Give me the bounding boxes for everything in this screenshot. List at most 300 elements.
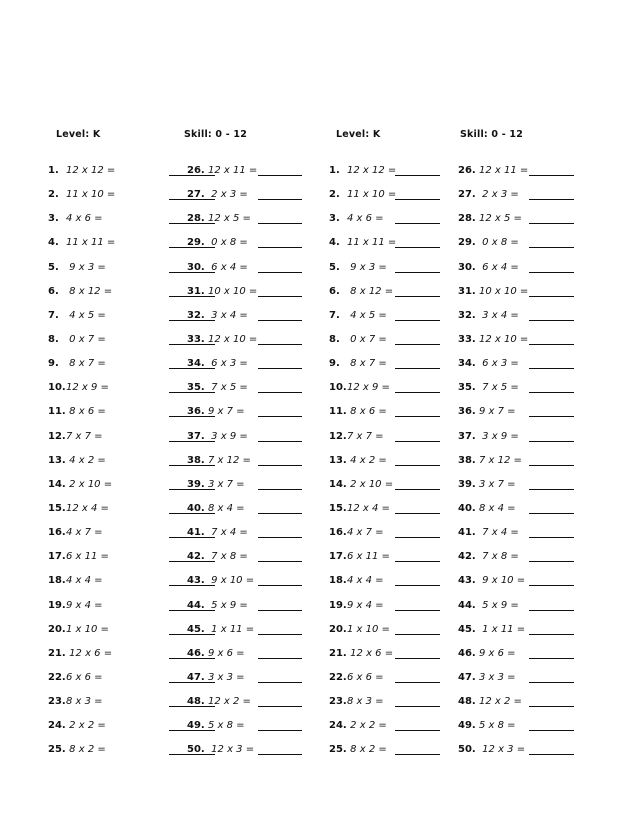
answer-line (258, 658, 302, 659)
problem-expression: 12 x 4 = (66, 502, 109, 514)
answer-line (529, 320, 574, 321)
problem-number: 30. (458, 261, 476, 273)
problem-number: 8. (329, 333, 340, 345)
problem-number: 18. (329, 575, 347, 587)
answer-line (395, 489, 440, 490)
answer-line (529, 682, 574, 683)
problem-expression: 10 x 10 = (208, 285, 258, 297)
answer-line (395, 730, 440, 731)
problem-number: 36. (187, 406, 205, 418)
answer-line (529, 706, 574, 707)
problem-row (187, 551, 257, 575)
answer-line (258, 441, 302, 442)
skill-label-2: Skill: 0 - 12 (460, 129, 524, 140)
problem-number: 6. (329, 285, 340, 297)
problem-row (329, 213, 396, 237)
problem-expression: 5 x 9 = (479, 599, 519, 611)
answer-line (258, 610, 302, 611)
problem-expression: 4 x 6 = (66, 213, 103, 225)
problem-row (48, 286, 115, 310)
answer-line (529, 489, 574, 490)
problem-row (48, 575, 115, 599)
problem-expression: 4 x 6 = (347, 213, 384, 225)
problem-expression: 9 x 4 = (347, 599, 384, 611)
problem-row (48, 382, 115, 406)
answer-line (529, 730, 574, 731)
answer-line (395, 537, 440, 538)
problem-row (329, 575, 396, 599)
answer-line (529, 610, 574, 611)
problem-number: 35. (458, 382, 476, 394)
problem-row (187, 310, 257, 334)
problem-expression: 7 x 8 = (479, 551, 519, 563)
problem-number: 26. (187, 165, 205, 176)
problem-expression: 0 x 7 = (66, 333, 106, 345)
answer-line (258, 247, 302, 248)
problem-expression: 12 x 9 = (66, 382, 109, 394)
problem-row (48, 503, 115, 527)
answer-line (529, 537, 574, 538)
problem-number: 44. (458, 599, 476, 611)
problem-row (48, 720, 115, 744)
problem-number: 23. (329, 696, 347, 708)
problem-number: 20. (329, 623, 347, 635)
problem-expression: 4 x 2 = (66, 454, 106, 466)
problem-number: 27. (187, 189, 205, 201)
problem-number: 49. (458, 720, 476, 732)
problem-row (48, 648, 115, 672)
answer-line (258, 537, 302, 538)
answer-line (529, 223, 574, 224)
problem-number: 15. (329, 502, 347, 514)
problem-number: 17. (48, 551, 66, 563)
problem-expression: 2 x 2 = (66, 720, 106, 732)
problem-row (329, 310, 396, 334)
answer-line (258, 754, 302, 755)
problem-number: 30. (187, 261, 205, 273)
problem-number: 42. (458, 551, 476, 563)
problem-number: 46. (187, 647, 205, 659)
answer-line (529, 754, 574, 755)
problem-row (187, 189, 257, 213)
problem-expression: 8 x 12 = (66, 285, 113, 297)
problem-row (48, 237, 115, 261)
problem-row (329, 406, 396, 430)
problem-row (187, 648, 257, 672)
problem-expression: 12 x 6 = (66, 647, 113, 659)
answer-line (258, 465, 302, 466)
problem-expression: 6 x 11 = (66, 551, 109, 563)
problem-row (458, 744, 528, 768)
answer-line (529, 513, 574, 514)
problem-row (329, 551, 396, 575)
problem-expression: 12 x 11 = (479, 165, 529, 176)
answer-line (395, 754, 440, 755)
answer-line (529, 199, 574, 200)
problem-expression: 9 x 6 = (208, 647, 245, 659)
problem-row (458, 213, 528, 237)
answer-line (258, 634, 302, 635)
answer-line (258, 416, 302, 417)
problem-number: 10. (329, 382, 347, 394)
answer-line (395, 682, 440, 683)
problem-expression: 3 x 4 = (208, 309, 248, 321)
answer-line (529, 272, 574, 273)
problem-row (458, 455, 528, 479)
answer-line (529, 658, 574, 659)
answer-line (529, 585, 574, 586)
problem-row (187, 358, 257, 382)
problem-number: 23. (48, 696, 66, 708)
problem-row (329, 696, 396, 720)
problem-expression: 12 x 4 = (347, 502, 390, 514)
problem-expression: 7 x 5 = (479, 382, 519, 394)
problem-expression: 12 x 9 = (347, 382, 390, 394)
answer-line (395, 199, 440, 200)
answer-line (529, 561, 574, 562)
problem-row (48, 624, 115, 648)
problem-number: 14. (329, 478, 347, 490)
problem-expression: 11 x 10 = (347, 189, 397, 201)
problem-row (48, 334, 115, 358)
problem-expression: 8 x 4 = (479, 502, 516, 514)
answer-line (395, 658, 440, 659)
problem-row (187, 286, 257, 310)
problem-expression: 11 x 11 = (66, 237, 116, 249)
problem-number: 31. (187, 285, 205, 297)
answer-line (258, 392, 302, 393)
problem-number: 43. (458, 575, 476, 587)
problem-row (187, 237, 257, 261)
problem-row (329, 720, 396, 744)
answer-line (529, 634, 574, 635)
problem-number: 4. (48, 237, 59, 249)
problem-number: 34. (187, 358, 205, 370)
problem-row (187, 672, 257, 696)
problem-number: 9. (329, 358, 340, 370)
problem-number: 42. (187, 551, 205, 563)
answer-line (529, 296, 574, 297)
problem-expression: 12 x 3 = (208, 744, 255, 756)
problem-row (329, 262, 396, 286)
problem-number: 31. (458, 285, 476, 297)
problem-row (458, 527, 528, 551)
problem-expression: 6 x 6 = (347, 671, 384, 683)
problem-expression: 2 x 10 = (347, 478, 394, 490)
problem-expression: 2 x 10 = (66, 478, 113, 490)
problem-expression: 12 x 5 = (208, 213, 251, 225)
problem-expression: 8 x 6 = (66, 406, 106, 418)
problem-expression: 7 x 7 = (66, 430, 103, 442)
problem-number: 22. (48, 671, 66, 683)
answer-line (395, 585, 440, 586)
problem-expression: 12 x 10 = (208, 333, 258, 345)
problem-expression: 4 x 4 = (347, 575, 384, 587)
problem-expression: 9 x 10 = (208, 575, 255, 587)
problem-expression: 9 x 6 = (479, 647, 516, 659)
problem-number: 27. (458, 189, 476, 201)
problem-expression: 2 x 2 = (347, 720, 387, 732)
problem-row (187, 334, 257, 358)
problem-expression: 8 x 7 = (66, 358, 106, 370)
answer-line (395, 513, 440, 514)
problem-number: 5. (329, 261, 340, 273)
answer-line (395, 344, 440, 345)
problem-expression: 3 x 7 = (479, 478, 516, 490)
problem-row (329, 600, 396, 624)
answer-line (395, 175, 440, 176)
problem-number: 16. (48, 527, 66, 539)
problem-row (329, 358, 396, 382)
problem-number: 7. (329, 309, 340, 321)
answer-line (395, 416, 440, 417)
problem-row (48, 696, 115, 720)
answer-line (258, 585, 302, 586)
problem-row (329, 648, 396, 672)
problem-row (187, 262, 257, 286)
problem-row (458, 382, 528, 406)
problem-number: 26. (458, 165, 476, 176)
problem-number: 3. (48, 213, 59, 225)
problem-row (458, 286, 528, 310)
problem-expression: 12 x 10 = (479, 333, 529, 345)
problem-number: 2. (329, 189, 340, 201)
problem-number: 48. (458, 696, 476, 708)
answer-line (529, 416, 574, 417)
problem-number: 40. (458, 502, 476, 514)
answer-line (258, 706, 302, 707)
problem-expression: 1 x 10 = (66, 623, 109, 635)
problem-number: 45. (187, 623, 205, 635)
problem-expression: 6 x 3 = (479, 358, 519, 370)
problem-number: 29. (458, 237, 476, 249)
problem-number: 4. (329, 237, 340, 249)
problem-row (187, 213, 257, 237)
problem-number: 12. (329, 430, 347, 442)
problem-row (48, 189, 115, 213)
problem-expression: 12 x 3 = (479, 744, 526, 756)
problem-number: 1. (329, 165, 340, 176)
problem-row (48, 551, 115, 575)
problem-expression: 5 x 8 = (208, 720, 245, 732)
problem-row (48, 262, 115, 286)
problem-expression: 4 x 5 = (66, 309, 106, 321)
problem-row (329, 431, 396, 455)
problem-expression: 7 x 12 = (479, 454, 522, 466)
problem-number: 41. (458, 527, 476, 539)
problem-expression: 7 x 4 = (479, 527, 519, 539)
problem-expression: 12 x 6 = (347, 647, 394, 659)
answer-line (395, 610, 440, 611)
level-label-2: Level: K (336, 129, 381, 140)
answer-line (395, 272, 440, 273)
answer-line (395, 368, 440, 369)
problem-expression: 3 x 3 = (208, 671, 245, 683)
problem-expression: 2 x 3 = (479, 189, 519, 201)
problem-row (329, 455, 396, 479)
problem-number: 15. (48, 502, 66, 514)
problem-number: 6. (48, 285, 59, 297)
problem-number: 32. (458, 309, 476, 321)
answer-line (258, 513, 302, 514)
problem-number: 32. (187, 309, 205, 321)
problem-row (458, 334, 528, 358)
problem-number: 50. (458, 744, 476, 756)
problem-row (329, 744, 396, 768)
skill-label-1: Skill: 0 - 12 (184, 129, 248, 140)
problem-row (48, 310, 115, 334)
problem-expression: 8 x 2 = (347, 744, 387, 756)
problem-expression: 4 x 5 = (347, 309, 387, 321)
answer-line (395, 320, 440, 321)
problem-expression: 9 x 7 = (208, 406, 245, 418)
problem-row (187, 455, 257, 479)
problem-row (458, 165, 528, 189)
problem-expression: 7 x 5 = (208, 382, 248, 394)
problem-expression: 8 x 3 = (347, 696, 384, 708)
answer-line (529, 441, 574, 442)
problem-number: 19. (329, 599, 347, 611)
problem-expression: 12 x 12 = (347, 165, 397, 176)
problem-number: 21. (329, 647, 347, 659)
problem-row (329, 165, 396, 189)
problem-expression: 6 x 3 = (208, 358, 248, 370)
problem-number: 13. (48, 454, 66, 466)
problem-expression: 9 x 3 = (347, 261, 387, 273)
problem-expression: 6 x 4 = (208, 261, 248, 273)
problem-row (458, 503, 528, 527)
problem-row (48, 744, 115, 768)
problem-number: 28. (458, 213, 476, 225)
problem-row (458, 720, 528, 744)
problem-number: 41. (187, 527, 205, 539)
problem-row (458, 624, 528, 648)
problem-number: 10. (48, 382, 66, 394)
problem-number: 16. (329, 527, 347, 539)
answer-line (395, 247, 440, 248)
answer-line (529, 175, 574, 176)
problem-row (329, 237, 396, 261)
problem-row (187, 406, 257, 430)
problem-number: 5. (48, 261, 59, 273)
problem-expression: 1 x 11 = (208, 623, 255, 635)
problem-row (48, 165, 115, 189)
problem-expression: 3 x 7 = (208, 478, 245, 490)
problem-expression: 8 x 7 = (347, 358, 387, 370)
problem-expression: 8 x 12 = (347, 285, 394, 297)
problem-number: 7. (48, 309, 59, 321)
problem-row (187, 624, 257, 648)
problem-row (458, 431, 528, 455)
problem-row (48, 431, 115, 455)
problem-row (458, 696, 528, 720)
problem-number: 21. (48, 647, 66, 659)
problem-row (329, 527, 396, 551)
problem-expression: 12 x 12 = (66, 165, 116, 176)
problem-expression: 6 x 6 = (66, 671, 103, 683)
problem-number: 13. (329, 454, 347, 466)
problem-row (329, 503, 396, 527)
problem-expression: 0 x 7 = (347, 333, 387, 345)
problem-row (48, 358, 115, 382)
answer-line (258, 368, 302, 369)
problem-number: 49. (187, 720, 205, 732)
problem-row (187, 431, 257, 455)
problem-row (187, 600, 257, 624)
problem-expression: 8 x 6 = (347, 406, 387, 418)
answer-line (395, 441, 440, 442)
problem-number: 50. (187, 744, 205, 756)
problem-expression: 7 x 4 = (208, 527, 248, 539)
problem-row (187, 479, 257, 503)
answer-line (529, 344, 574, 345)
problem-row (48, 455, 115, 479)
problem-row (48, 672, 115, 696)
problem-number: 37. (187, 430, 205, 442)
problem-row (458, 358, 528, 382)
problem-expression: 11 x 10 = (66, 189, 116, 201)
problem-number: 38. (187, 454, 205, 466)
problem-number: 9. (48, 358, 59, 370)
answer-line (258, 561, 302, 562)
worksheet-1-right-column (187, 165, 257, 769)
level-label-1: Level: K (56, 129, 101, 140)
problem-number: 45. (458, 623, 476, 635)
problem-row (187, 503, 257, 527)
problem-row (458, 648, 528, 672)
problem-expression: 9 x 4 = (66, 599, 103, 611)
problem-number: 39. (458, 478, 476, 490)
problem-row (329, 286, 396, 310)
answer-line (395, 223, 440, 224)
problem-expression: 8 x 4 = (208, 502, 245, 514)
problem-expression: 3 x 3 = (479, 671, 516, 683)
problem-expression: 6 x 4 = (479, 261, 519, 273)
problem-number: 22. (329, 671, 347, 683)
problem-row (48, 406, 115, 430)
problem-number: 40. (187, 502, 205, 514)
problem-expression: 4 x 4 = (66, 575, 103, 587)
problem-row (187, 575, 257, 599)
problem-expression: 5 x 8 = (479, 720, 516, 732)
answer-line (258, 175, 302, 176)
problem-number: 11. (329, 406, 347, 418)
problem-number: 18. (48, 575, 66, 587)
answer-line (395, 561, 440, 562)
problem-expression: 9 x 10 = (479, 575, 526, 587)
problem-row (458, 551, 528, 575)
problem-expression: 12 x 2 = (479, 696, 522, 708)
problem-row (458, 575, 528, 599)
problem-expression: 9 x 3 = (66, 261, 106, 273)
answer-line (395, 392, 440, 393)
worksheet-1-left-column (48, 165, 115, 769)
problem-expression: 2 x 3 = (208, 189, 248, 201)
problem-expression: 4 x 2 = (347, 454, 387, 466)
problem-row (458, 672, 528, 696)
problem-row (329, 672, 396, 696)
problem-number: 25. (48, 744, 66, 756)
answer-line (529, 465, 574, 466)
problem-number: 46. (458, 647, 476, 659)
problem-number: 47. (187, 671, 205, 683)
problem-number: 33. (458, 333, 476, 345)
problem-row (458, 479, 528, 503)
problem-number: 44. (187, 599, 205, 611)
problem-row (458, 262, 528, 286)
problem-expression: 4 x 7 = (347, 527, 384, 539)
answer-line (529, 247, 574, 248)
